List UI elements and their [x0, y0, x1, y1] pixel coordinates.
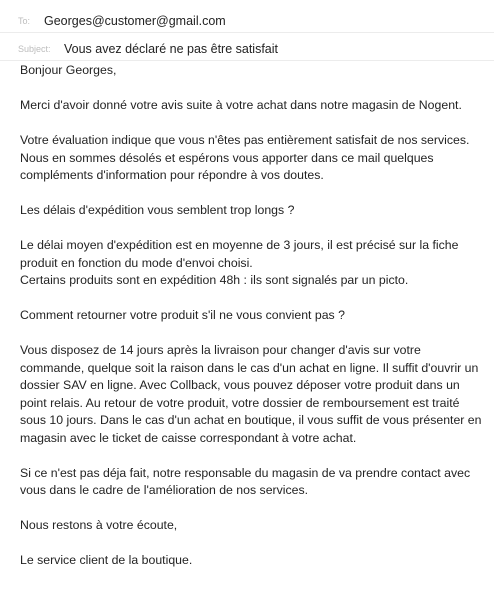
- greeting: Bonjour Georges,: [20, 63, 117, 77]
- question-return: Comment retourner votre produit s'il ne vous convient pas ?: [20, 308, 345, 322]
- paragraph-shipping-delay: Le délai moyen d'expédition est en moyenne de 3 jours, il est précisé sur la fiche produit en fonction du mode d'envoi choisi.: [20, 238, 459, 270]
- paragraph-shipping-48h: Certains produits sont en expédition 48h : ils sont signalés par un picto.: [20, 273, 409, 287]
- subject-field[interactable]: Vous avez déclaré ne pas être satisfait: [64, 42, 279, 56]
- to-field[interactable]: Georges@customer@gmail.com: [44, 14, 226, 28]
- paragraph-contact: Si ce n'est pas déja fait, notre responsable du magasin de va prendre contact avec vous dans le cadre de l'amélioration de nos services.: [20, 465, 471, 497]
- paragraph-evaluation: Votre évaluation indique que vous n'êtes pas entièrement satisfait de nos services. Nous en sommes désolés et espérons vous apporter dans ce mail quelques compléments d'information pour répondre à vos doutes.: [20, 133, 470, 182]
- paragraph-thanks: Merci d'avoir donné votre avis suite à votre achat dans notre magasin de Nogent.: [20, 98, 462, 112]
- to-label: To:: [18, 16, 31, 26]
- subject-row[interactable]: [0, 38, 494, 61]
- signature: Le service client de la boutique.: [20, 553, 193, 567]
- email-body[interactable]: [20, 62, 482, 587]
- paragraph-return-policy: Vous disposez de 14 jours après la livraison pour changer d'avis sur votre commande, quelque soit la raison dans le cas d'un achat en ligne. Il suffit d'ouvrir un dossier SAV en ligne. Avec Collback, vous pouvez déposer votre produit dans un point relais. Au retour de votre produit, votre dossier de remboursement est traité sous 10 jours. Dans le cas d'un achat en boutique, il vous suffit de vous présenter en magasin avec le ticket de caisse correspondant à votre achat.: [20, 343, 482, 445]
- question-shipping: Les délais d'expédition vous semblent trop longs ?: [20, 203, 295, 217]
- to-row[interactable]: [0, 10, 494, 33]
- closing: Nous restons à votre écoute,: [20, 518, 178, 532]
- subject-label: Subject:: [18, 44, 51, 54]
